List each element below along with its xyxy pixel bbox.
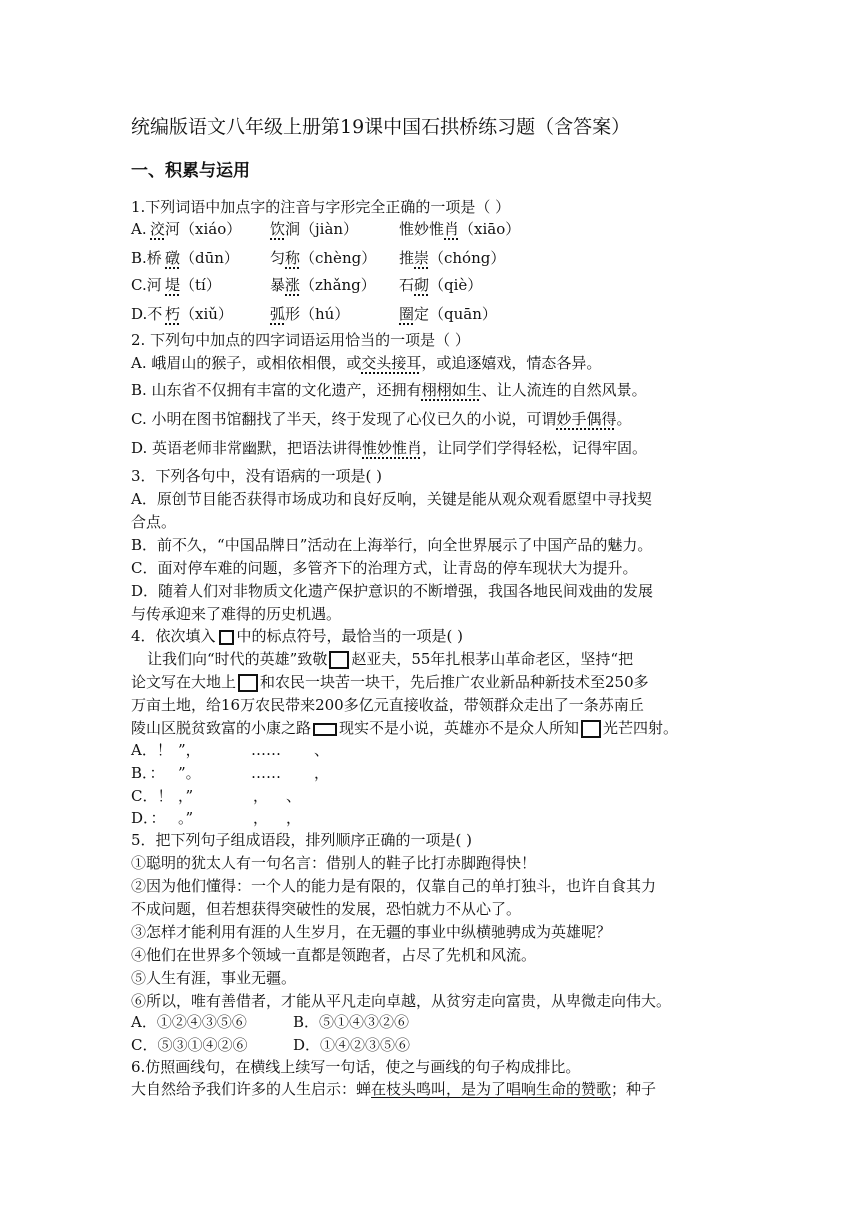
question-5-stem: 5．把下列句子组成语段，排列顺序正确的一项是( ) bbox=[131, 831, 473, 849]
question-6-stem: 6.仿照画线句，在横线上续写一句话，使之与画线的句子构成排比。 bbox=[131, 1058, 581, 1076]
question-2-option-c: C. 小明在图书馆翻找了半天，终于发现了心仪已久的小说，可谓妙手偶得。 bbox=[131, 410, 632, 428]
blank-box-icon bbox=[219, 630, 234, 645]
question-3-option-a-line2: 合点。 bbox=[131, 513, 177, 531]
question-4-passage-line2: 论文写在大地上 和农民一块苦一块干，先后推广农业新品种新技术至250多 bbox=[131, 673, 649, 691]
blank-box-icon bbox=[329, 651, 349, 669]
blank-box-icon bbox=[581, 720, 601, 738]
question-4-passage-line4: 陵山区脱贫致富的小康之路 现实不是小说，英雄亦不是众人所知 光芒四射。 bbox=[131, 719, 679, 737]
question-4-passage-line3: 万亩土地，给16万农民带来200多亿元直接收益，带领群众走出了一条苏南丘 bbox=[131, 696, 644, 714]
section-heading: 一、积累与运用 bbox=[131, 161, 250, 181]
question-4-stem: 4．依次填入 中的标点符号，最恰当的一项是( ) bbox=[131, 627, 464, 645]
question-2-option-b: B. 山东省不仅拥有丰富的文化遗产，还拥有栩栩如生、让人流连的自然风景。 bbox=[131, 381, 647, 399]
question-1-stem: 1.下列词语中加点字的注音与字形完全正确的一项是（ ） bbox=[131, 198, 511, 216]
blank-box-icon bbox=[313, 723, 337, 736]
question-5-sentence-3: ③怎样才能利用有涯的人生岁月，在无疆的事业中纵横驰骋成为英雄呢？ bbox=[131, 923, 612, 941]
question-2-stem: 2. 下列句中加点的四字词语运用恰当的一项是（ ） bbox=[131, 331, 470, 349]
question-5-sentence-1: ①聪明的犹太人有一句名言：借别人的鞋子比打赤脚跑得快！ bbox=[131, 854, 537, 872]
question-3-option-d-line2: 与传承迎来了难得的历史机遇。 bbox=[131, 605, 342, 623]
question-4-passage-line1: 让我们向“时代的英雄”致敬 赵亚夫，55年扎根茅山革命老区，坚持“把 bbox=[147, 650, 634, 668]
question-5-sentence-2-line2: 不成问题，但若想获得突破性的发展，恐怕就力不从心了。 bbox=[131, 900, 522, 918]
question-6-passage-line1: 大自然给予我们许多的人生启示：蝉在枝头鸣叫，是为了唱响生命的赞歌；种子 bbox=[131, 1080, 657, 1098]
question-3-option-c: C．面对停车难的问题，多管齐下的治理方式，让青岛的停车现状大为提升。 bbox=[131, 559, 638, 577]
question-5-sentence-6: ⑥所以，唯有善借者，才能从平凡走向卓越，从贫穷走向富贵，从卑微走向伟大。 bbox=[131, 992, 672, 1010]
blank-box-icon bbox=[238, 674, 258, 692]
question-2-option-d: D. 英语老师非常幽默，把语法讲得惟妙惟肖，让同学们学得轻松，记得牢固。 bbox=[131, 439, 648, 457]
question-2-option-a: A. 峨眉山的猴子，或相依相偎，或交头接耳，或追逐嬉戏，情态各异。 bbox=[131, 354, 602, 372]
question-3-option-d-line1: D．随着人们对非物质文化遗产保护意识的不断增强，我国各地民间戏曲的发展 bbox=[131, 582, 654, 600]
question-5-sentence-2-line1: ②因为他们懂得：一个人的能力是有限的，仅靠自己的单打独斗，也许自食其力 bbox=[131, 877, 657, 895]
question-3-stem: 3．下列各句中，没有语病的一项是( ) bbox=[131, 467, 383, 485]
question-5-sentence-4: ④他们在世界多个领域一直都是领跑者，占尽了先机和风流。 bbox=[131, 946, 537, 964]
document-title: 统编版语文八年级上册第19课中国石拱桥练习题（含答案） bbox=[131, 116, 631, 138]
question-5-sentence-5: ⑤人生有涯，事业无疆。 bbox=[131, 969, 297, 987]
question-3-option-b: B．前不久，“中国品牌日”活动在上海举行，向全世界展示了中国产品的魅力。 bbox=[131, 536, 653, 554]
question-3-option-a-line1: A．原创节目能否获得市场成功和良好反响，关键是能从观众观看愿望中寻找契 bbox=[131, 490, 652, 508]
